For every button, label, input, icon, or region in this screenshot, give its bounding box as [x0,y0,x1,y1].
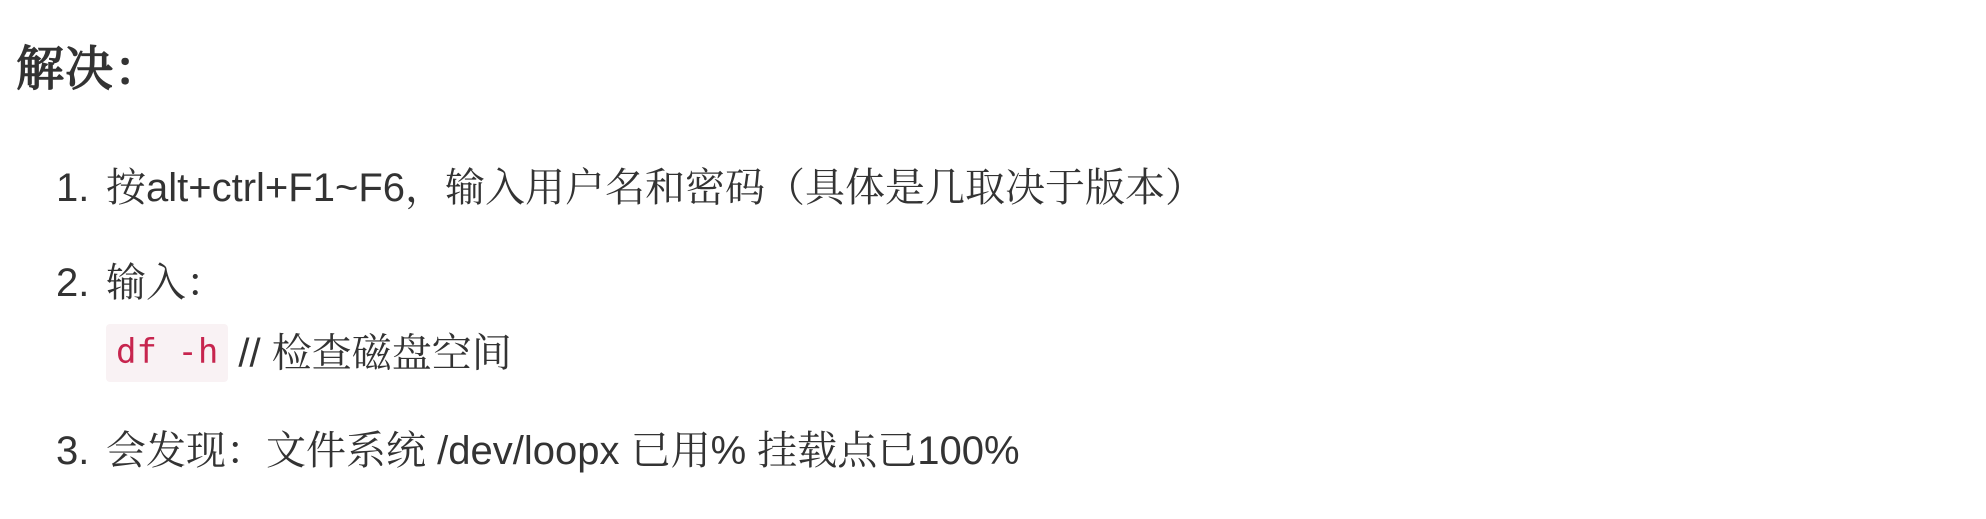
inline-code-command: df -h [106,324,228,382]
step-text: 输入： [106,261,226,305]
step-item-2 [56,255,226,311]
step-number: 3. [56,429,90,473]
step-item-1 [56,160,1205,216]
command-line [106,323,512,382]
step-text: 按alt+ctrl+F1~F6，输入用户名和密码（具体是几取决于版本） [106,166,1206,210]
step-number: 1. [56,166,90,210]
code-comment: // 检查磁盘空间 [238,331,512,376]
step-item-3 [56,423,1020,479]
section-heading: 解决： [16,43,164,96]
step-number: 2. [56,261,90,305]
step-text: 会发现：文件系统 /dev/loopx 已用% 挂载点已100% [106,429,1020,473]
